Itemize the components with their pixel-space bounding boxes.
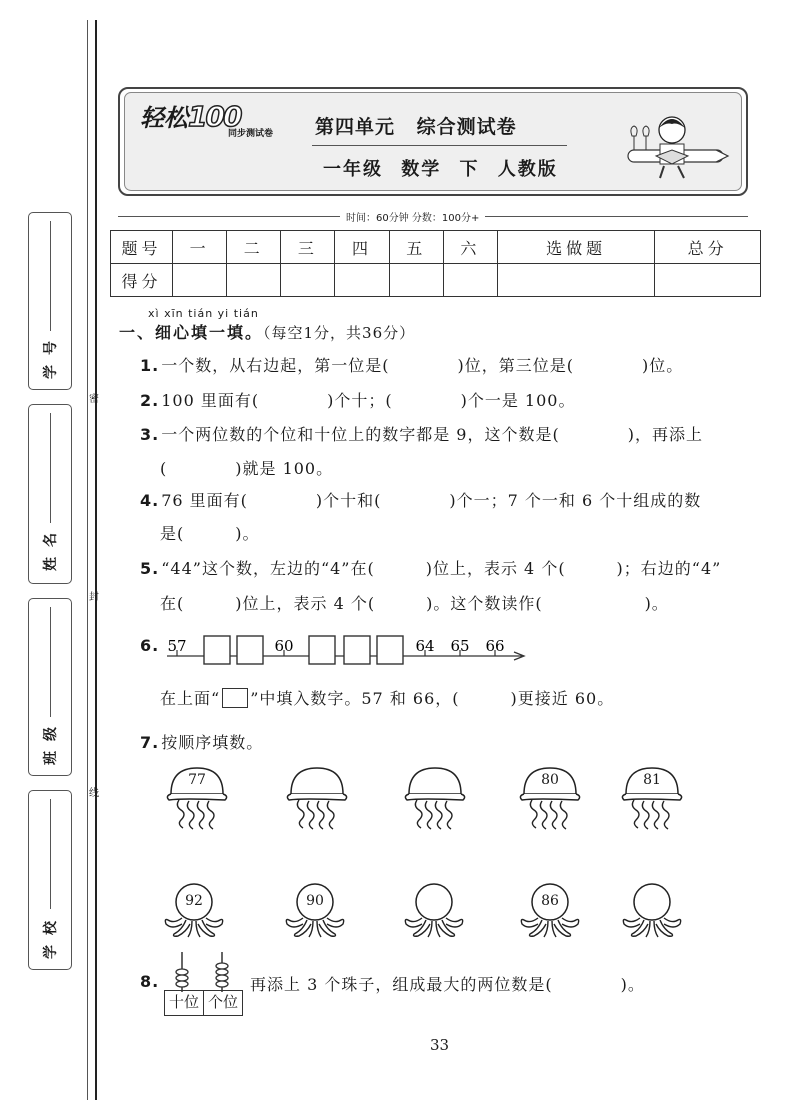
unit-title: 第四单元 综合测试卷 (315, 116, 517, 138)
score-cell[interactable] (173, 264, 227, 297)
tick-label: 65 (450, 637, 470, 655)
table-header-cell: 三 (281, 231, 335, 264)
question-3-cont: ( )就是 100。 (160, 459, 334, 478)
table-header-cell: 六 (443, 231, 497, 264)
table-header-cell: 五 (389, 231, 443, 264)
seal-char: 密 (89, 394, 99, 405)
section-title: 一、细心填一填。（每空1分，共36分） (119, 323, 416, 342)
score-cell[interactable] (655, 264, 761, 297)
table-header-row (111, 231, 761, 264)
seal-char: 封 (89, 592, 99, 603)
octopus-number: 92 (185, 893, 203, 909)
score-cell[interactable] (227, 264, 281, 297)
octopus-icon[interactable] (402, 880, 466, 942)
jellyfish-icon[interactable] (165, 764, 229, 830)
field-label: 姓名 (43, 523, 59, 571)
number-box[interactable] (237, 636, 263, 664)
question-3: 3. 一个两位数的个位和十位上的数字都是 9，这个数是( )，再添上 (140, 425, 703, 444)
ones-place-label: 个位 (203, 990, 243, 1016)
jellyfish-number: 81 (643, 772, 661, 788)
question-8-number: 8. (140, 972, 160, 991)
question-5-cont: 在( )位上，表示 4 个( )。这个数读作( )。 (160, 594, 669, 613)
number-box[interactable] (377, 636, 403, 664)
jellyfish-number: 80 (541, 772, 559, 788)
octopus-icon[interactable] (162, 880, 226, 942)
score-cell[interactable] (389, 264, 443, 297)
seal-char: 线 (89, 788, 99, 799)
question-5: 5. “44”这个数，左边的“4”在( )位上，表示 4 个( )；右边的“4” (140, 559, 722, 578)
score-cell[interactable] (281, 264, 335, 297)
logo-subtitle: 同步测试卷 (228, 129, 274, 139)
question-1: 1. 一个数，从右边起，第一位是( )位，第三位是( )位。 (140, 356, 684, 375)
number-box[interactable] (204, 636, 230, 664)
octopus-icon[interactable] (620, 880, 684, 942)
tick-label: 57 (167, 637, 187, 655)
jellyfish-number: 77 (188, 772, 206, 788)
tick-label: 60 (274, 637, 294, 655)
jellyfish-icon[interactable] (403, 764, 467, 830)
field-label: 学校 (43, 911, 59, 959)
octopus-number: 86 (541, 893, 559, 909)
table-header-cell: 四 (335, 231, 389, 264)
question-4-cont: 是( )。 (160, 524, 260, 543)
tick-label: 64 (415, 637, 435, 655)
question-2: 2. 100 里面有( )个十；( )个一是 100。 (140, 391, 576, 410)
tens-place-label: 十位 (164, 990, 204, 1016)
logo: 轻松100 (140, 100, 241, 133)
number-box[interactable] (344, 636, 370, 664)
tick-label: 66 (485, 637, 505, 655)
field-label: 班级 (43, 717, 59, 765)
box-symbol (222, 688, 248, 708)
jellyfish-icon[interactable] (620, 764, 684, 830)
score-cell[interactable] (497, 264, 654, 297)
score-cell[interactable] (335, 264, 389, 297)
time-score-info: 时间：60分钟 分数：100分+ (340, 209, 485, 224)
divider (312, 145, 567, 146)
question-8: 再添上 3 个珠子，组成最大的两位数是( )。 (250, 975, 645, 994)
octopus-number: 90 (306, 893, 324, 909)
score-cell[interactable] (443, 264, 497, 297)
question-7: 7. 按顺序填数。 (140, 733, 264, 752)
number-line (162, 628, 532, 668)
binding-line (87, 20, 88, 1100)
table-row-label: 得分 (111, 264, 173, 297)
school-field[interactable] (28, 790, 72, 970)
table-header-cell: 总分 (655, 231, 761, 264)
jellyfish-icon[interactable] (285, 764, 349, 830)
grade-title: 一年级 数学 下 人教版 (323, 159, 558, 180)
field-label: 学号 (43, 331, 59, 379)
octopus-icon[interactable] (283, 880, 347, 942)
name-field[interactable] (28, 404, 72, 584)
jellyfish-icon[interactable] (518, 764, 582, 830)
table-row (111, 264, 761, 297)
question-6-number: 6. (140, 636, 160, 655)
binding-line (95, 20, 97, 1100)
page-number: 33 (430, 1036, 450, 1054)
score-table (110, 230, 761, 297)
question-6-text: 在上面“ ”中填入数字。57 和 66，( )更接近 60。 (160, 689, 615, 708)
octopus-icon[interactable] (518, 880, 582, 942)
table-header-cell: 二 (227, 231, 281, 264)
section-pinyin: xì xīn tián yi tián (148, 307, 259, 320)
table-header-cell: 题号 (111, 231, 173, 264)
student-number-field[interactable] (28, 212, 72, 390)
class-field[interactable] (28, 598, 72, 776)
table-header-cell: 选做题 (497, 231, 654, 264)
table-header-cell: 一 (173, 231, 227, 264)
reading-kid-illustration (620, 108, 730, 183)
number-box[interactable] (309, 636, 335, 664)
question-4: 4. 76 里面有( )个十和( )个一；7 个一和 6 个十组成的数 (140, 491, 702, 510)
